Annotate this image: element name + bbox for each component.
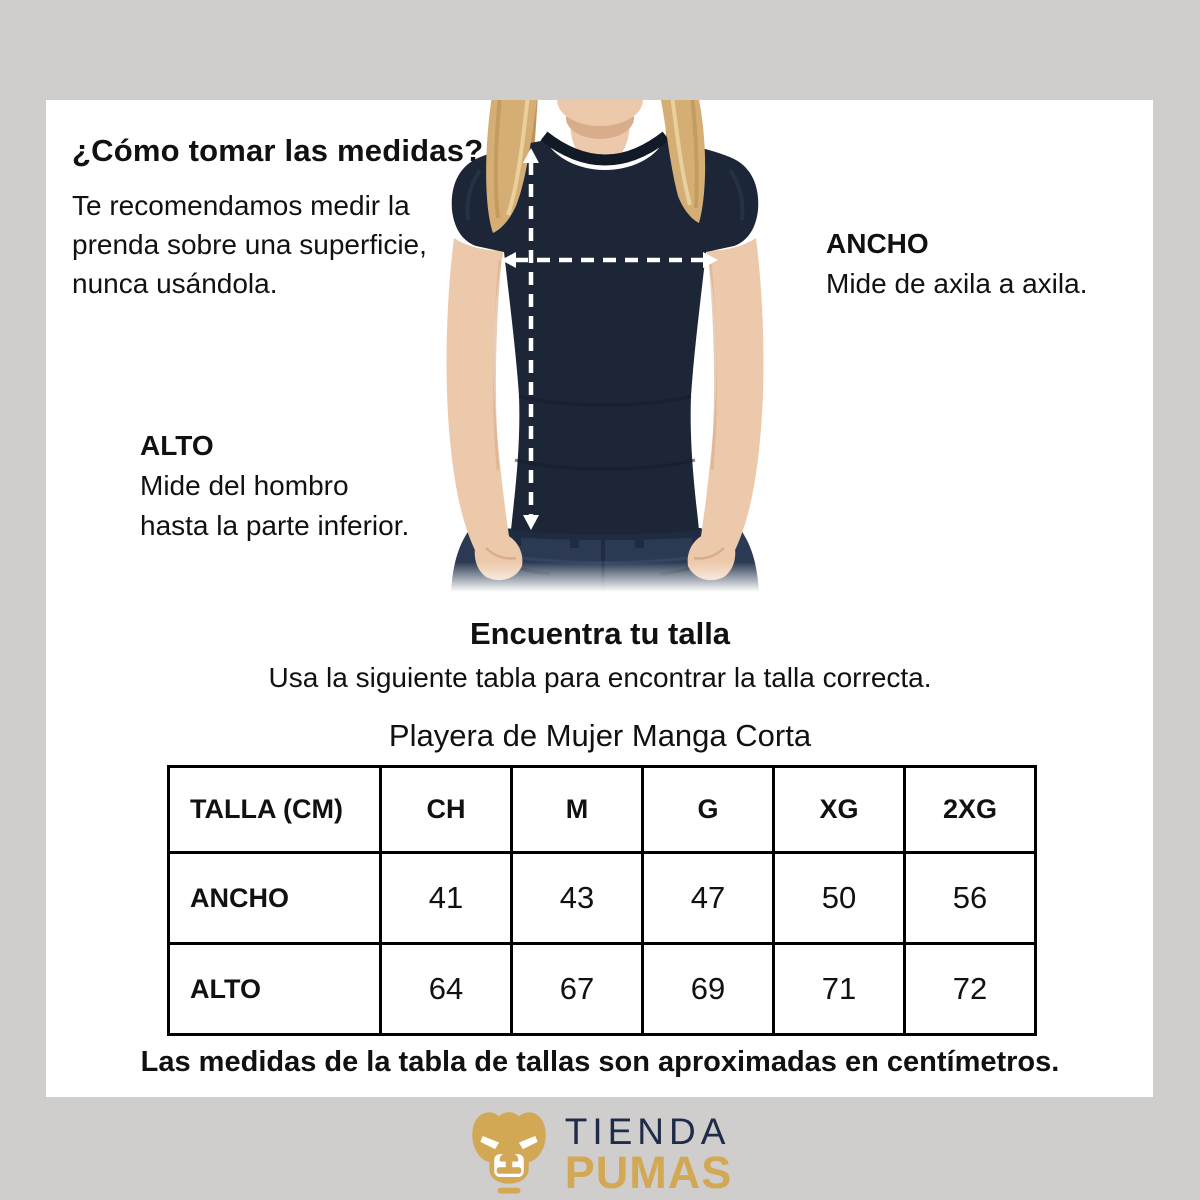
alto-description-line-2: hasta la parte inferior. (140, 510, 410, 541)
ancho-row-label: ANCHO (169, 853, 381, 944)
how-to-line-1: Te recomendamos medir la (72, 190, 410, 221)
alto-description-line-1: Mide del hombro (140, 470, 349, 501)
size-table-header-ch: CH (381, 767, 512, 853)
how-to-measure-title: ¿Cómo tomar las medidas? (72, 133, 484, 168)
size-table-row-ancho (169, 853, 1036, 944)
size-table-header-m: M (512, 767, 643, 853)
alto-row-label: ALTO (169, 944, 381, 1035)
size-table-header-2xg: 2XG (905, 767, 1036, 853)
ancho-label: ANCHO (826, 228, 929, 259)
ancho-g: 47 (643, 853, 774, 944)
ancho-ch: 41 (381, 853, 512, 944)
size-table-header-g: G (643, 767, 774, 853)
brand-name-tienda: TIENDA (564, 1111, 731, 1152)
find-size-title: Encuentra tu talla (469, 616, 731, 651)
size-table-row-alto (169, 944, 1036, 1035)
ancho-description: Mide de axila a axila. (826, 268, 1088, 299)
ancho-2xg: 56 (905, 853, 1036, 944)
how-to-measure-text (72, 186, 427, 303)
ancho-m: 43 (512, 853, 643, 944)
alto-2xg: 72 (905, 944, 1036, 1035)
alto-g: 69 (643, 944, 774, 1035)
size-table (167, 765, 1037, 1036)
how-to-line-2: prenda sobre una superficie, (72, 229, 427, 260)
puma-head-icon (468, 1106, 550, 1194)
brand-wordmark (564, 1106, 733, 1198)
brand-name-pumas: PUMAS (564, 1147, 733, 1198)
alto-xg: 71 (774, 944, 905, 1035)
alto-m: 67 (512, 944, 643, 1035)
size-table-header-talla: TALLA (CM) (169, 767, 381, 853)
size-table-header-row (169, 767, 1036, 853)
brand-logo (0, 1106, 1200, 1198)
how-to-line-3: nunca usándola. (72, 268, 278, 299)
tshirt-model-photo (420, 100, 790, 592)
table-footnote: Las medidas de la tabla de tallas son aproximadas en centímetros. (140, 1046, 1060, 1078)
find-size-subtitle: Usa la siguiente tabla para encontrar la talla correcta. (268, 662, 932, 693)
size-table-header-xg: XG (774, 767, 905, 853)
ancho-xg: 50 (774, 853, 905, 944)
alto-label: ALTO (140, 430, 214, 461)
alto-callout (140, 426, 409, 546)
alto-ch: 64 (381, 944, 512, 1035)
ancho-callout (826, 224, 1087, 304)
tshirt-model-illustration (420, 100, 790, 592)
size-table-title: Playera de Mujer Manga Corta (388, 718, 812, 753)
